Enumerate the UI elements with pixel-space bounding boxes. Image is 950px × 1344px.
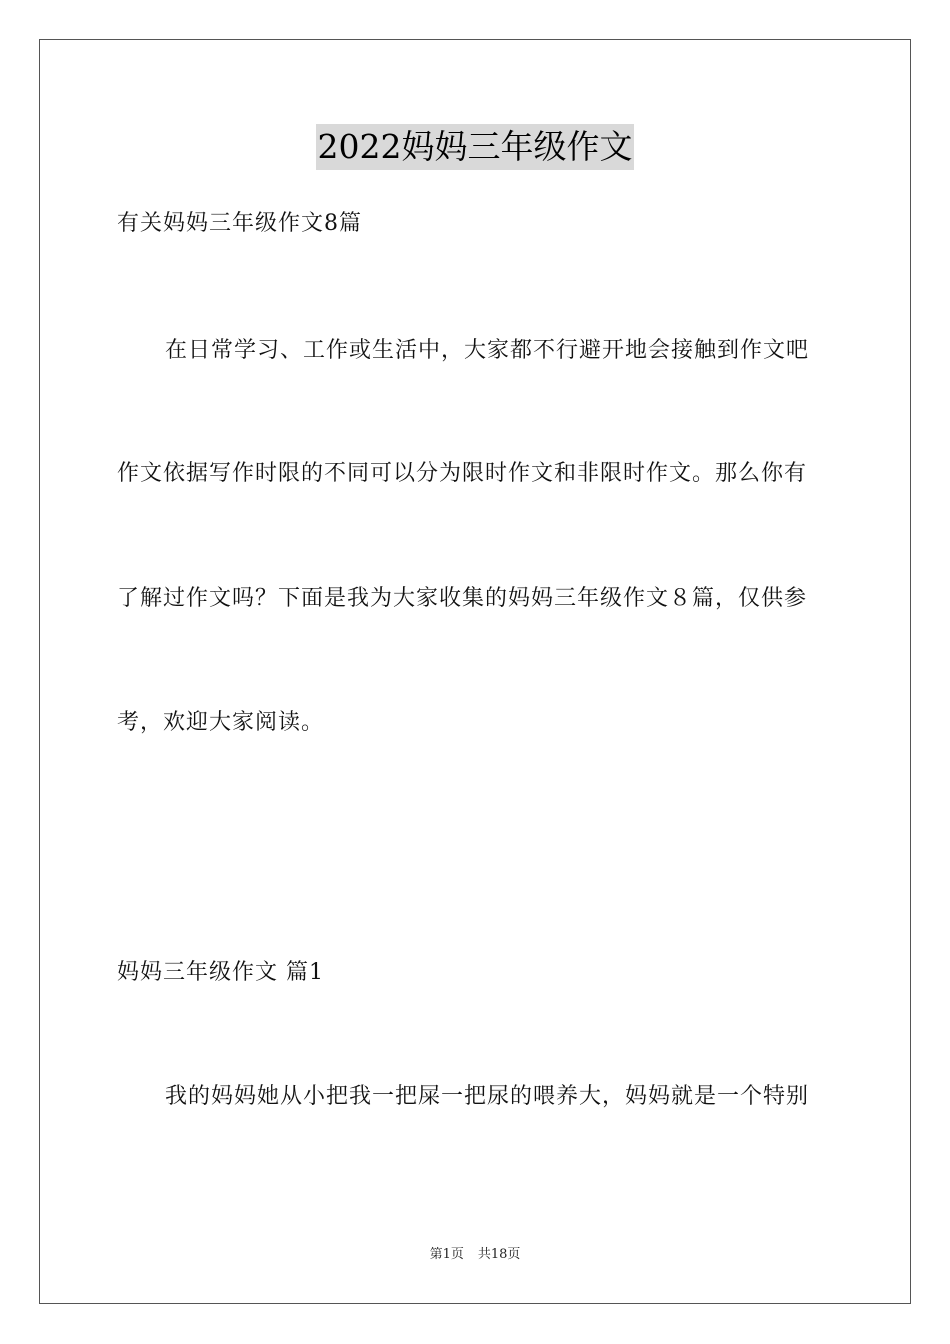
section-heading: 妈妈三年级作文 篇1 bbox=[117, 960, 324, 985]
page-footer bbox=[0, 1246, 950, 1264]
page-total: 共18页 bbox=[477, 1247, 521, 1262]
section-line-1: 我的妈妈她从小把我一把屎一把尿的喂养大，妈妈就是一个特别 bbox=[165, 1084, 810, 1109]
page-number: 第1页 bbox=[429, 1247, 464, 1262]
document-subtitle: 有关妈妈三年级作文8篇 bbox=[117, 211, 362, 236]
intro-line-4: 考，欢迎大家阅读。 bbox=[117, 710, 325, 735]
intro-line-1: 在日常学习、工作或生活中，大家都不行避开地会接触到作文吧 bbox=[165, 338, 810, 363]
intro-line-2: 作文依据写作时限的不同可以分为限时作文和非限时作文。那么你有 bbox=[117, 461, 808, 486]
document-title: 2022妈妈三年级作文 bbox=[316, 124, 635, 170]
intro-line-3: 了解过作文吗？下面是我为大家收集的妈妈三年级作文８篇，仅供参 bbox=[117, 586, 808, 611]
title-container bbox=[0, 124, 950, 170]
